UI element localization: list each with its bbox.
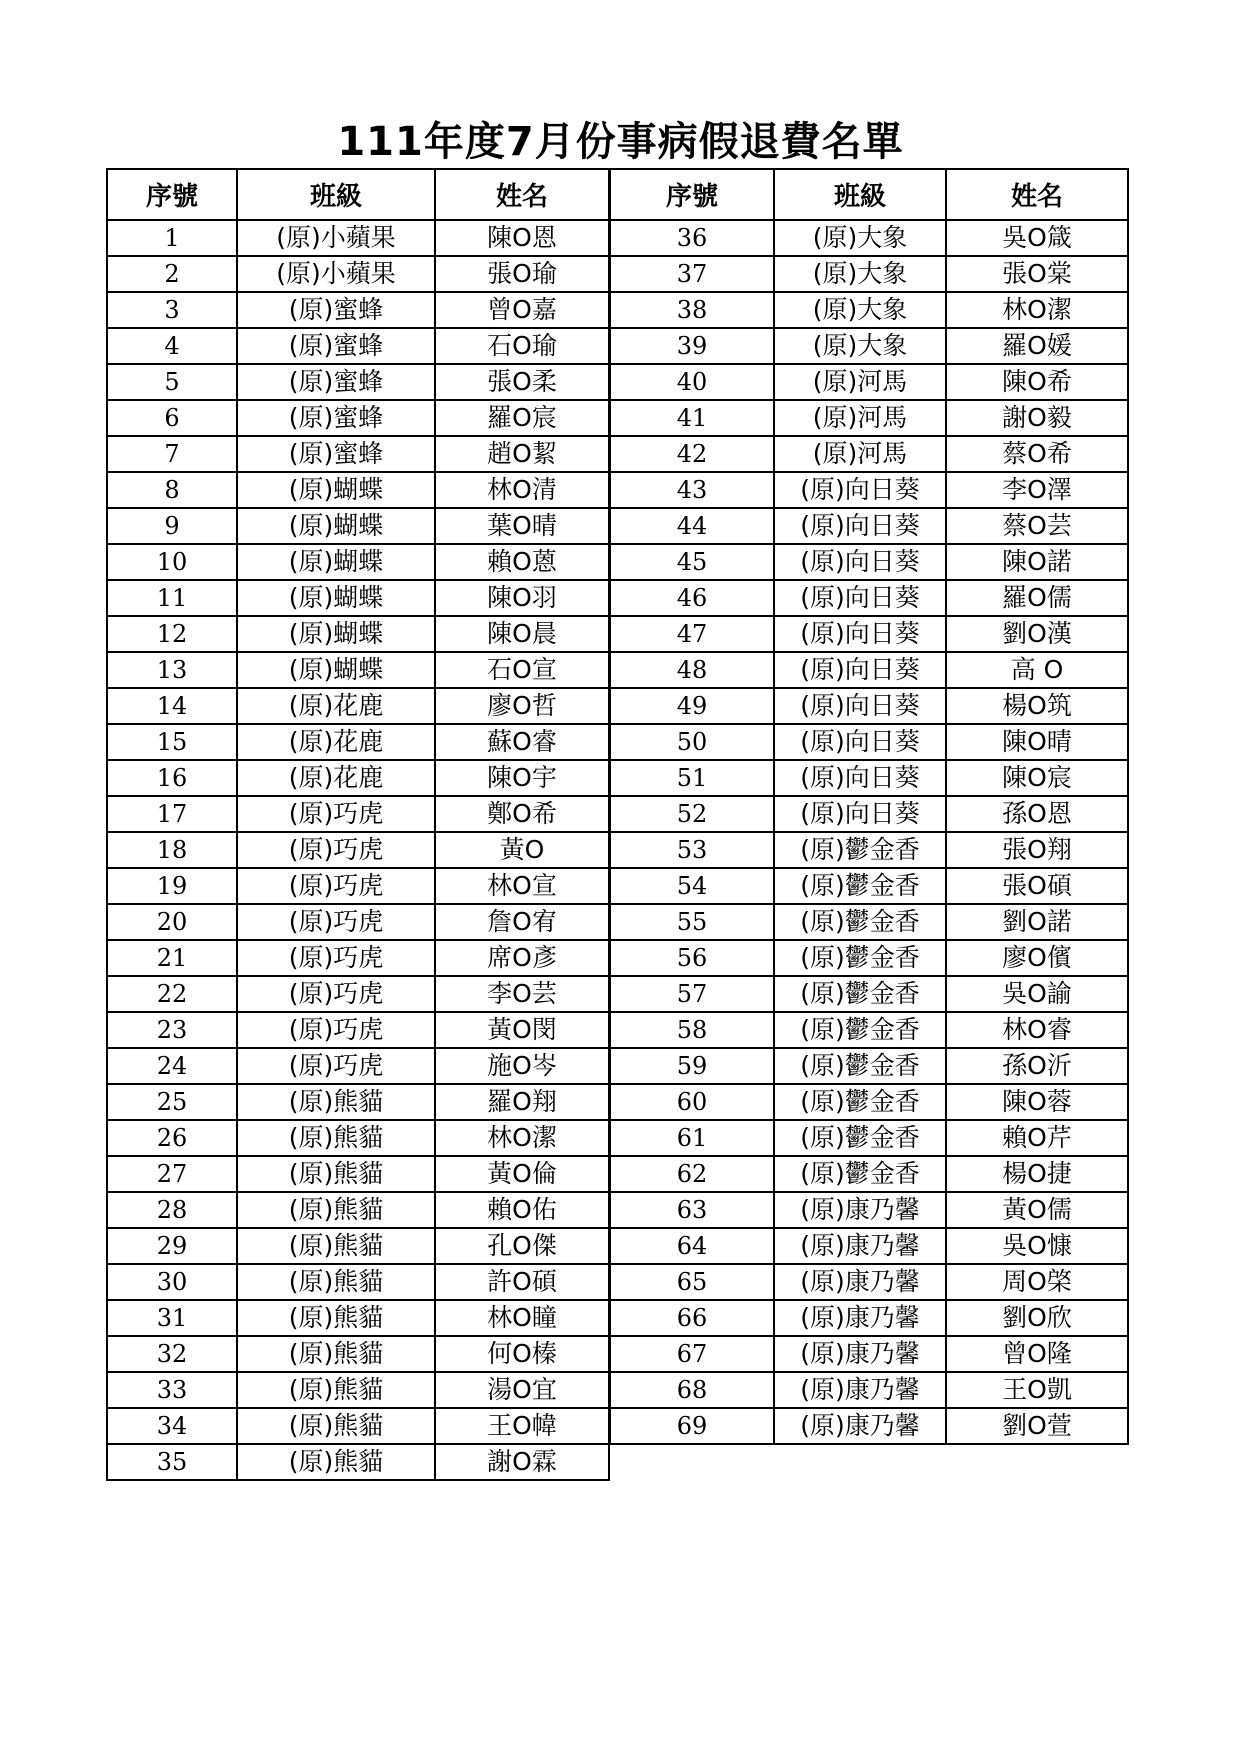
table-row (610, 1120, 1128, 1156)
class-cell: (原)鬱金香 (774, 1048, 946, 1084)
table-row (107, 904, 609, 940)
class-cell: (原)康乃馨 (774, 1372, 946, 1408)
class-cell: (原)康乃馨 (774, 1336, 946, 1372)
class-cell: (原)河馬 (774, 364, 946, 400)
table-row (610, 832, 1128, 868)
class-cell: (原)熊貓 (237, 1192, 435, 1228)
class-cell: (原)蜜蜂 (237, 400, 435, 436)
class-cell: (原)康乃馨 (774, 1300, 946, 1336)
student-name-cell: 謝O霖 (435, 1444, 609, 1480)
student-name-cell: 李O芸 (435, 976, 609, 1012)
serial-cell: 46 (610, 580, 774, 616)
class-cell: (原)巧虎 (237, 868, 435, 904)
class-cell: (原)向日葵 (774, 544, 946, 580)
student-name-cell: 張O瑜 (435, 256, 609, 292)
class-cell: (原)鬱金香 (774, 1120, 946, 1156)
student-name-cell: 陳O晨 (435, 616, 609, 652)
table-row (107, 1444, 609, 1480)
class-cell: (原)熊貓 (237, 1120, 435, 1156)
student-name-cell: 林O潔 (435, 1120, 609, 1156)
class-cell: (原)鬱金香 (774, 940, 946, 976)
serial-cell: 22 (107, 976, 237, 1012)
table-row (107, 688, 609, 724)
serial-cell: 21 (107, 940, 237, 976)
student-name-cell: 賴O佑 (435, 1192, 609, 1228)
student-name-cell: 席O彥 (435, 940, 609, 976)
serial-cell: 27 (107, 1156, 237, 1192)
serial-cell: 53 (610, 832, 774, 868)
class-cell: (原)向日葵 (774, 688, 946, 724)
serial-cell: 3 (107, 292, 237, 328)
table-row (610, 1264, 1128, 1300)
serial-cell: 7 (107, 436, 237, 472)
student-name-cell: 周O棨 (946, 1264, 1128, 1300)
table-row (610, 1300, 1128, 1336)
table-row (107, 256, 609, 292)
serial-cell: 4 (107, 328, 237, 364)
serial-cell: 65 (610, 1264, 774, 1300)
serial-cell: 69 (610, 1408, 774, 1444)
class-cell: (原)大象 (774, 256, 946, 292)
header-name: 姓名 (946, 169, 1128, 220)
serial-cell: 49 (610, 688, 774, 724)
table-row (107, 868, 609, 904)
serial-cell: 31 (107, 1300, 237, 1336)
student-name-cell: 石O瑜 (435, 328, 609, 364)
table-row (107, 1228, 609, 1264)
student-name-cell: 王O凱 (946, 1372, 1128, 1408)
serial-cell: 16 (107, 760, 237, 796)
header-name: 姓名 (435, 169, 609, 220)
student-name-cell: 黃O閔 (435, 1012, 609, 1048)
table-row (610, 436, 1128, 472)
serial-cell: 35 (107, 1444, 237, 1480)
table-row (610, 400, 1128, 436)
header-row (610, 169, 1128, 220)
table-row (107, 1156, 609, 1192)
table-row (610, 364, 1128, 400)
table-row (107, 472, 609, 508)
class-cell: (原)大象 (774, 328, 946, 364)
student-name-cell: 李O澤 (946, 472, 1128, 508)
serial-cell: 66 (610, 1300, 774, 1336)
serial-cell: 41 (610, 400, 774, 436)
table-row (107, 292, 609, 328)
table-row (610, 1408, 1128, 1444)
table-row (610, 1228, 1128, 1264)
class-cell: (原)蜜蜂 (237, 292, 435, 328)
class-cell: (原)大象 (774, 220, 946, 256)
serial-cell: 12 (107, 616, 237, 652)
student-name-cell: 孔O傑 (435, 1228, 609, 1264)
table-row (610, 976, 1128, 1012)
serial-cell: 40 (610, 364, 774, 400)
student-name-cell: 林O潔 (946, 292, 1128, 328)
student-name-cell: 謝O毅 (946, 400, 1128, 436)
page-title: 111年度7月份事病假退費名單 (337, 119, 904, 165)
class-cell: (原)熊貓 (237, 1228, 435, 1264)
serial-cell: 13 (107, 652, 237, 688)
serial-cell: 2 (107, 256, 237, 292)
class-cell: (原)向日葵 (774, 796, 946, 832)
table-row (107, 1120, 609, 1156)
class-cell: (原)蜜蜂 (237, 364, 435, 400)
table-row (610, 616, 1128, 652)
student-name-cell: 羅O儒 (946, 580, 1128, 616)
serial-cell: 48 (610, 652, 774, 688)
serial-cell: 24 (107, 1048, 237, 1084)
serial-cell: 38 (610, 292, 774, 328)
header-serial: 序號 (610, 169, 774, 220)
class-cell: (原)河馬 (774, 400, 946, 436)
serial-cell: 10 (107, 544, 237, 580)
class-cell: (原)鬱金香 (774, 868, 946, 904)
table-row (107, 724, 609, 760)
table-row (610, 1048, 1128, 1084)
header-row (107, 169, 609, 220)
serial-cell: 26 (107, 1120, 237, 1156)
table-row (610, 1192, 1128, 1228)
table-row (107, 1336, 609, 1372)
serial-cell: 20 (107, 904, 237, 940)
serial-cell: 1 (107, 220, 237, 256)
table-row (610, 1084, 1128, 1120)
student-name-cell: 陳O恩 (435, 220, 609, 256)
class-cell: (原)花鹿 (237, 724, 435, 760)
student-name-cell: 何O榛 (435, 1336, 609, 1372)
student-name-cell: 吳O諭 (946, 976, 1128, 1012)
table-row (610, 580, 1128, 616)
student-name-cell: 蘇O睿 (435, 724, 609, 760)
table-row (107, 1084, 609, 1120)
serial-cell: 18 (107, 832, 237, 868)
serial-cell: 68 (610, 1372, 774, 1408)
student-name-cell: 湯O宜 (435, 1372, 609, 1408)
class-cell: (原)向日葵 (774, 580, 946, 616)
refund-table-right (609, 168, 1129, 1445)
class-cell: (原)蝴蝶 (237, 580, 435, 616)
serial-cell: 63 (610, 1192, 774, 1228)
class-cell: (原)康乃馨 (774, 1408, 946, 1444)
student-name-cell: 羅O翔 (435, 1084, 609, 1120)
serial-cell: 64 (610, 1228, 774, 1264)
table-row (610, 796, 1128, 832)
table-row (107, 400, 609, 436)
table-row (107, 1300, 609, 1336)
serial-cell: 32 (107, 1336, 237, 1372)
serial-cell: 9 (107, 508, 237, 544)
class-cell: (原)熊貓 (237, 1336, 435, 1372)
table-row (107, 760, 609, 796)
serial-cell: 50 (610, 724, 774, 760)
serial-cell: 5 (107, 364, 237, 400)
student-name-cell: 楊O捷 (946, 1156, 1128, 1192)
serial-cell: 44 (610, 508, 774, 544)
student-name-cell: 林O瞳 (435, 1300, 609, 1336)
class-cell: (原)鬱金香 (774, 1084, 946, 1120)
class-cell: (原)大象 (774, 292, 946, 328)
student-name-cell: 張O柔 (435, 364, 609, 400)
student-name-cell: 羅O宸 (435, 400, 609, 436)
class-cell: (原)向日葵 (774, 472, 946, 508)
table-row (610, 508, 1128, 544)
class-cell: (原)蝴蝶 (237, 472, 435, 508)
student-name-cell: 吳O慷 (946, 1228, 1128, 1264)
table-row (107, 1372, 609, 1408)
table-row (610, 328, 1128, 364)
class-cell: (原)熊貓 (237, 1084, 435, 1120)
class-cell: (原)康乃馨 (774, 1264, 946, 1300)
serial-cell: 17 (107, 796, 237, 832)
student-name-cell: 黃O (435, 832, 609, 868)
serial-cell: 67 (610, 1336, 774, 1372)
table-row (107, 976, 609, 1012)
table-row (610, 940, 1128, 976)
student-name-cell: 廖O哲 (435, 688, 609, 724)
table-row (107, 616, 609, 652)
class-cell: (原)巧虎 (237, 1012, 435, 1048)
student-name-cell: 詹O宥 (435, 904, 609, 940)
table-row (610, 1336, 1128, 1372)
serial-cell: 51 (610, 760, 774, 796)
class-cell: (原)向日葵 (774, 724, 946, 760)
serial-cell: 19 (107, 868, 237, 904)
student-name-cell: 黃O儒 (946, 1192, 1128, 1228)
class-cell: (原)蝴蝶 (237, 508, 435, 544)
table-row (107, 1048, 609, 1084)
student-name-cell: 吳O箴 (946, 220, 1128, 256)
class-cell: (原)熊貓 (237, 1156, 435, 1192)
table-row (610, 1012, 1128, 1048)
header-serial: 序號 (107, 169, 237, 220)
class-cell: (原)向日葵 (774, 652, 946, 688)
student-name-cell: 林O睿 (946, 1012, 1128, 1048)
table-row (107, 1012, 609, 1048)
serial-cell: 55 (610, 904, 774, 940)
table-row (107, 1192, 609, 1228)
serial-cell: 34 (107, 1408, 237, 1444)
student-name-cell: 陳O希 (946, 364, 1128, 400)
student-name-cell: 陳O諾 (946, 544, 1128, 580)
table-row (610, 292, 1128, 328)
class-cell: (原)巧虎 (237, 904, 435, 940)
table-row (107, 832, 609, 868)
student-name-cell: 黃O倫 (435, 1156, 609, 1192)
serial-cell: 45 (610, 544, 774, 580)
serial-cell: 47 (610, 616, 774, 652)
class-cell: (原)巧虎 (237, 1048, 435, 1084)
serial-cell: 59 (610, 1048, 774, 1084)
student-name-cell: 許O碩 (435, 1264, 609, 1300)
class-cell: (原)蜜蜂 (237, 328, 435, 364)
student-name-cell: 劉O漢 (946, 616, 1128, 652)
class-cell: (原)向日葵 (774, 760, 946, 796)
table-row (610, 652, 1128, 688)
class-cell: (原)康乃馨 (774, 1228, 946, 1264)
serial-cell: 14 (107, 688, 237, 724)
table-row (610, 868, 1128, 904)
class-cell: (原)熊貓 (237, 1408, 435, 1444)
table-row (610, 472, 1128, 508)
serial-cell: 23 (107, 1012, 237, 1048)
table-row (107, 508, 609, 544)
student-name-cell: 鄭O希 (435, 796, 609, 832)
student-name-cell: 楊O筑 (946, 688, 1128, 724)
serial-cell: 8 (107, 472, 237, 508)
class-cell: (原)小蘋果 (237, 256, 435, 292)
student-name-cell: 劉O欣 (946, 1300, 1128, 1336)
student-name-cell: 陳O羽 (435, 580, 609, 616)
student-name-cell: 曾O隆 (946, 1336, 1128, 1372)
table-row (610, 904, 1128, 940)
student-name-cell: 賴O芹 (946, 1120, 1128, 1156)
serial-cell: 43 (610, 472, 774, 508)
table-row (610, 544, 1128, 580)
student-name-cell: 陳O宸 (946, 760, 1128, 796)
table-row (610, 1156, 1128, 1192)
class-cell: (原)鬱金香 (774, 976, 946, 1012)
serial-cell: 25 (107, 1084, 237, 1120)
serial-cell: 58 (610, 1012, 774, 1048)
table-row (610, 220, 1128, 256)
class-cell: (原)河馬 (774, 436, 946, 472)
student-name-cell: 林O宣 (435, 868, 609, 904)
class-cell: (原)蝴蝶 (237, 616, 435, 652)
class-cell: (原)蜜蜂 (237, 436, 435, 472)
class-cell: (原)蝴蝶 (237, 544, 435, 580)
class-cell: (原)鬱金香 (774, 904, 946, 940)
class-cell: (原)巧虎 (237, 940, 435, 976)
serial-cell: 39 (610, 328, 774, 364)
table-row (610, 760, 1128, 796)
class-cell: (原)鬱金香 (774, 1012, 946, 1048)
table-row (107, 796, 609, 832)
serial-cell: 37 (610, 256, 774, 292)
table-row (610, 1372, 1128, 1408)
serial-cell: 61 (610, 1120, 774, 1156)
class-cell: (原)康乃馨 (774, 1192, 946, 1228)
table-row (107, 220, 609, 256)
serial-cell: 30 (107, 1264, 237, 1300)
student-name-cell: 王O幃 (435, 1408, 609, 1444)
student-name-cell: 孫O恩 (946, 796, 1128, 832)
student-name-cell: 廖O儐 (946, 940, 1128, 976)
student-name-cell: 石O宣 (435, 652, 609, 688)
student-name-cell: 蔡O希 (946, 436, 1128, 472)
student-name-cell: 高 O (946, 652, 1128, 688)
serial-cell: 62 (610, 1156, 774, 1192)
table-row (107, 364, 609, 400)
class-cell: (原)巧虎 (237, 796, 435, 832)
student-name-cell: 張O翔 (946, 832, 1128, 868)
class-cell: (原)巧虎 (237, 976, 435, 1012)
student-name-cell: 孫O沂 (946, 1048, 1128, 1084)
class-cell: (原)鬱金香 (774, 1156, 946, 1192)
table-row (107, 328, 609, 364)
class-cell: (原)熊貓 (237, 1444, 435, 1480)
class-cell: (原)花鹿 (237, 688, 435, 724)
student-name-cell: 趙O絜 (435, 436, 609, 472)
student-name-cell: 陳O晴 (946, 724, 1128, 760)
table-row (610, 256, 1128, 292)
class-cell: (原)熊貓 (237, 1264, 435, 1300)
student-name-cell: 陳O宇 (435, 760, 609, 796)
serial-cell: 57 (610, 976, 774, 1012)
student-name-cell: 張O棠 (946, 256, 1128, 292)
student-name-cell: 蔡O芸 (946, 508, 1128, 544)
class-cell: (原)花鹿 (237, 760, 435, 796)
table-row (107, 1264, 609, 1300)
student-name-cell: 張O碩 (946, 868, 1128, 904)
serial-cell: 60 (610, 1084, 774, 1120)
table-row (107, 940, 609, 976)
table-row (610, 724, 1128, 760)
serial-cell: 15 (107, 724, 237, 760)
table-row (107, 436, 609, 472)
student-name-cell: 施O岑 (435, 1048, 609, 1084)
table-row (610, 688, 1128, 724)
student-name-cell: 劉O諾 (946, 904, 1128, 940)
header-class: 班級 (237, 169, 435, 220)
table-row (107, 652, 609, 688)
header-class: 班級 (774, 169, 946, 220)
class-cell: (原)熊貓 (237, 1372, 435, 1408)
table-row (107, 1408, 609, 1444)
serial-cell: 36 (610, 220, 774, 256)
refund-table-left (106, 168, 610, 1481)
table-row (107, 580, 609, 616)
class-cell: (原)向日葵 (774, 508, 946, 544)
class-cell: (原)熊貓 (237, 1300, 435, 1336)
student-name-cell: 葉O晴 (435, 508, 609, 544)
table-row (107, 544, 609, 580)
student-name-cell: 賴O蒽 (435, 544, 609, 580)
student-name-cell: 劉O萱 (946, 1408, 1128, 1444)
student-name-cell: 曾O嘉 (435, 292, 609, 328)
student-name-cell: 陳O蓉 (946, 1084, 1128, 1120)
class-cell: (原)巧虎 (237, 832, 435, 868)
serial-cell: 52 (610, 796, 774, 832)
serial-cell: 56 (610, 940, 774, 976)
serial-cell: 28 (107, 1192, 237, 1228)
serial-cell: 6 (107, 400, 237, 436)
serial-cell: 29 (107, 1228, 237, 1264)
class-cell: (原)向日葵 (774, 616, 946, 652)
class-cell: (原)蝴蝶 (237, 652, 435, 688)
class-cell: (原)小蘋果 (237, 220, 435, 256)
student-name-cell: 林O清 (435, 472, 609, 508)
serial-cell: 54 (610, 868, 774, 904)
class-cell: (原)鬱金香 (774, 832, 946, 868)
serial-cell: 11 (107, 580, 237, 616)
serial-cell: 33 (107, 1372, 237, 1408)
serial-cell: 42 (610, 436, 774, 472)
student-name-cell: 羅O媛 (946, 328, 1128, 364)
